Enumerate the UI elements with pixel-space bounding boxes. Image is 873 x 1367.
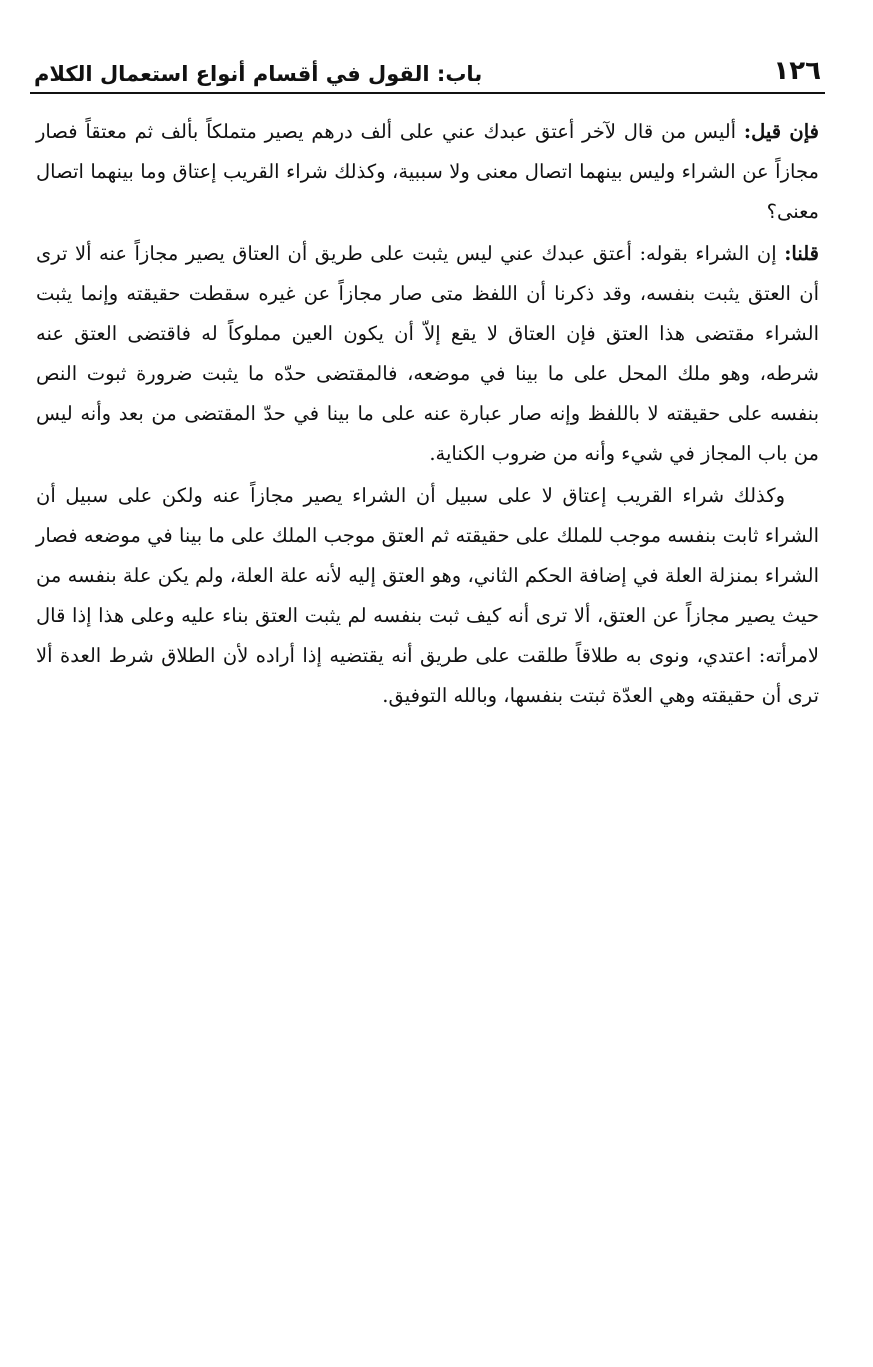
- page-header: [30, 50, 825, 94]
- running-title: باب: القول في أقسام أنواع استعمال الكلام: [34, 62, 483, 86]
- paragraph-objection: [36, 112, 819, 232]
- paragraph-text: أليس من قال لآخر أعتق عبدك عني على ألف درهم يصير متملكاً بألف ثم معتقاً فصار مجازاً عن الشراء وليس بينهما اتصال معنى ولا سببية، وكذلك شراء القريب إعتاق وما بينهما اتصال معنى؟: [36, 120, 819, 223]
- paragraph-continuation: [36, 476, 819, 716]
- paragraph-lead: فإن قيل:: [743, 120, 819, 143]
- paragraph-text: وكذلك شراء القريب إعتاق لا على سبيل أن الشراء يصير مجازاً عنه ولكن على سبيل أن الشراء ثابت بنفسه موجب للملك على حقيقته ثم العتق موجب الملك على ما بينا في موضعه فصار الشراء بمنزلة العلة في إضافة الحكم الثاني، وهو العتق إليه لأنه علة العلة، ولم يكن علة بنفسه من حيث يصير مجازاً عن العتق، ألا ترى أنه كيف ثبت بنفسه لم يثبت العتق بناء عليه وعلى هذا إذا قال لامرأته: اعتدي، ونوى به طلاقاً طلقت على طريق أنه يقتضيه إذا أراده لأن الطلاق شرط العدة ألا ترى أن حقيقته وهي العدّة ثبتت بنفسها، وبالله التوفيق.: [36, 484, 819, 707]
- paragraph-lead: قلنا:: [784, 242, 819, 265]
- book-page: [30, 50, 825, 716]
- page-body: [30, 112, 825, 716]
- paragraph-reply: [36, 234, 819, 474]
- paragraph-text: إن الشراء بقوله: أعتق عبدك عني ليس يثبت على طريق أن العتاق يصير مجازاً عنه ألا ترى أن العتق يثبت بنفسه، وقد ذكرنا أن اللفظ متى صار مجازاً عن غيره سقطت حقيقته وإنما يثبت الشراء مقتضى هذا العتق فإن العتاق لا يقع إلاّ أن يكون العين مملوكاً له فاقتضى العتق عنه شرطه، وهو ملك المحل على ما بينا في موضعه، فالمقتضى حدّه ما يثبت ضرورة ثبوت النص بنفسه على حقيقته لا باللفظ وإنه صار عبارة عنه على ما بينا في حدّ المقتضى من بعد وأنه ليس من باب المجاز في شيء وأنه من ضروب الكناية.: [36, 242, 819, 465]
- page-number: ١٢٦: [773, 56, 821, 86]
